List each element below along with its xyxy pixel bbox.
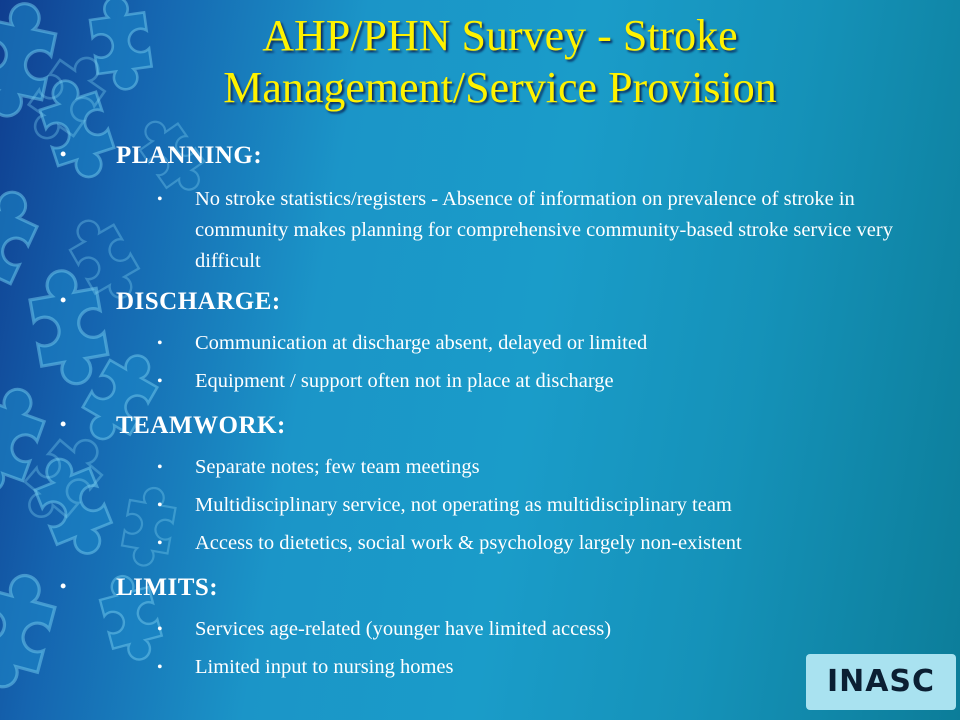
heading-text: DISCHARGE: bbox=[116, 288, 281, 315]
list-item-text: Multidisciplinary service, not operating as multidisciplinary team bbox=[195, 494, 732, 516]
heading-text: TEAMWORK: bbox=[116, 412, 286, 439]
bullet: • bbox=[157, 459, 163, 476]
bullet: • bbox=[157, 535, 163, 552]
bullet: • bbox=[157, 497, 163, 514]
heading-text: LIMITS: bbox=[116, 574, 219, 601]
list-item-text: Communication at discharge absent, delayed or limited bbox=[195, 332, 648, 354]
list-item-text: Separate notes; few team meetings bbox=[195, 456, 480, 478]
list-item-text: No stroke statistics/registers - Absence of information on prevalence of stroke in community makes planning for comprehensive community-based stroke service very difficult bbox=[195, 188, 893, 272]
heading-text: PLANNING: bbox=[116, 142, 263, 169]
bullet: • bbox=[157, 191, 163, 208]
bullet: • bbox=[157, 373, 163, 390]
list-item-text: Equipment / support often not in place at discharge bbox=[195, 370, 614, 392]
bullet: • bbox=[60, 576, 67, 596]
slide-title: AHP/PHN Survey - Stroke Management/Service Provision bbox=[223, 11, 777, 112]
list-item-text: Access to dietetics, social work & psychology largely non-existent bbox=[195, 532, 742, 554]
bullet: • bbox=[60, 290, 67, 310]
list-item-text: Limited input to nursing homes bbox=[195, 656, 454, 678]
bullet: • bbox=[60, 144, 67, 164]
bullet: • bbox=[157, 335, 163, 352]
bullet: • bbox=[60, 414, 67, 434]
bullet: • bbox=[157, 659, 163, 676]
list-item-text: Services age-related (younger have limited access) bbox=[195, 618, 612, 640]
bullet: • bbox=[157, 621, 163, 638]
inasc-logo: INASC bbox=[806, 654, 956, 710]
